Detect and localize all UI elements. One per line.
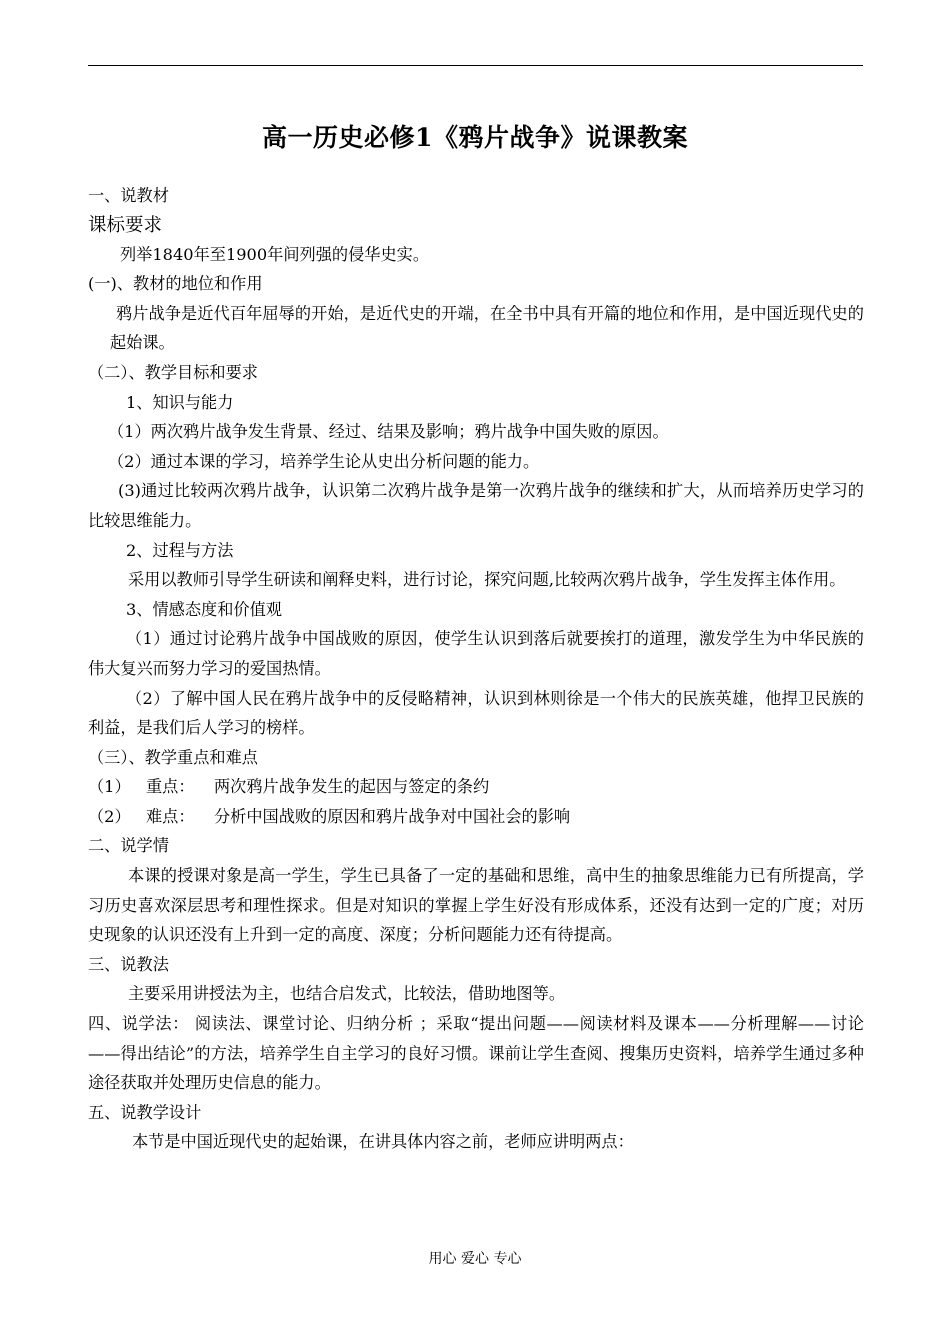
section-heading: 一、说教材 — [88, 186, 169, 205]
list-item: （2）通过本课的学习，培养学生论从史出分析问题的能力。 — [108, 451, 540, 471]
key-point-row — [88, 772, 864, 802]
list-item: （2）了解中国人民在鸦片战争中的反侵略精神，认识到林则徐是一个伟大的民族英雄，他捍卫民族的利益，是我们后人学习的榜样。 — [88, 688, 864, 738]
key-point-label: 重点： — [146, 777, 195, 797]
difficult-point-number: （2） — [88, 806, 131, 826]
section-heading: （二）、教学目标和要求 — [88, 362, 258, 382]
section-heading: 五、说教学设计 — [88, 1102, 202, 1122]
list-item: （1）通过讨论鸦片战争中国战败的原因，使学生认识到落后就要挨打的道理，激发学生为中华民族的伟大复兴而努力学习的爱国热情。 — [88, 629, 864, 678]
document-title: 高一历史必修1《鸦片战争》说课教案 — [262, 123, 688, 152]
subsection-heading: 3、情感态度和价值观 — [126, 599, 282, 619]
key-point-text: 两次鸦片战争发生的起因与签定的条约 — [214, 777, 490, 797]
paragraph: 鸦片战争是近代百年屈辱的开始，是近代史的开端，在全书中具有开篇的地位和作用，是中国近现代史的起始课。 — [110, 303, 864, 353]
paragraph: 主要采用讲授法为主，也结合启发式，比较法，借助地图等。 — [128, 984, 566, 1004]
difficult-point-label: 难点： — [146, 806, 195, 826]
subsection-heading: 2、过程与方法 — [126, 540, 234, 560]
section-heading: (一)、教材的地位和作用 — [88, 274, 263, 294]
difficult-point-text: 分析中国战败的原因和鸦片战争对中国社会的影响 — [214, 806, 571, 826]
section-heading: 二、说学情 — [88, 836, 169, 856]
key-point-number: （1） — [88, 777, 131, 797]
standard-heading: 课标要求 — [88, 214, 163, 236]
paragraph: 列举1840年至1900年间列强的侵华史实。 — [120, 244, 430, 264]
paragraph: 本课的授课对象是高一学生，学生已具备了一定的基础和思维，高中生的抽象思维能力已有所提高，学习历史喜欢深层思考和理性探求。但是对知识的掌握上学生好没有形成体系，还没有达到一定的广度；对历史现象的认识还没有上升到一定的高度、深度；分析问题能力还有待提高。 — [88, 866, 864, 945]
list-item: (3)通过比较两次鸦片战争，认识第二次鸦片战争是第一次鸦片战争的继续和扩大，从而培养历史学习的比较思维能力。 — [88, 481, 864, 530]
list-item: （1）两次鸦片战争发生背景、经过、结果及影响；鸦片战争中国失败的原因。 — [108, 422, 669, 442]
difficult-point-row — [88, 802, 864, 832]
paragraph: 采用以教师引导学生研读和阐释史料，进行讨论，探究问题,比较两次鸦片战争，学生发挥主体作用。 — [128, 570, 846, 590]
page-footer: 用心 爱心 专心 — [428, 1251, 522, 1267]
section-heading: 三、说教法 — [88, 954, 169, 974]
paragraph: 四、说学法： 阅读法、课堂讨论、归纳分析 ；采取“提出问题——阅读材料及课本——分析理解——讨论——得出结论”的方法，培养学生自主学习的良好习惯。课前让学生查阅、搜集历史资料，培养学生通过多种途径获取并处理历史信息的能力。 — [88, 1014, 864, 1093]
paragraph: 本节是中国近现代史的起始课，在讲具体内容之前，老师应讲明两点： — [132, 1132, 634, 1152]
section-heading: （三）、教学重点和难点 — [88, 747, 258, 767]
document-body — [88, 181, 864, 1157]
header-rule — [88, 65, 863, 66]
subsection-heading: 1、知识与能力 — [126, 392, 234, 412]
